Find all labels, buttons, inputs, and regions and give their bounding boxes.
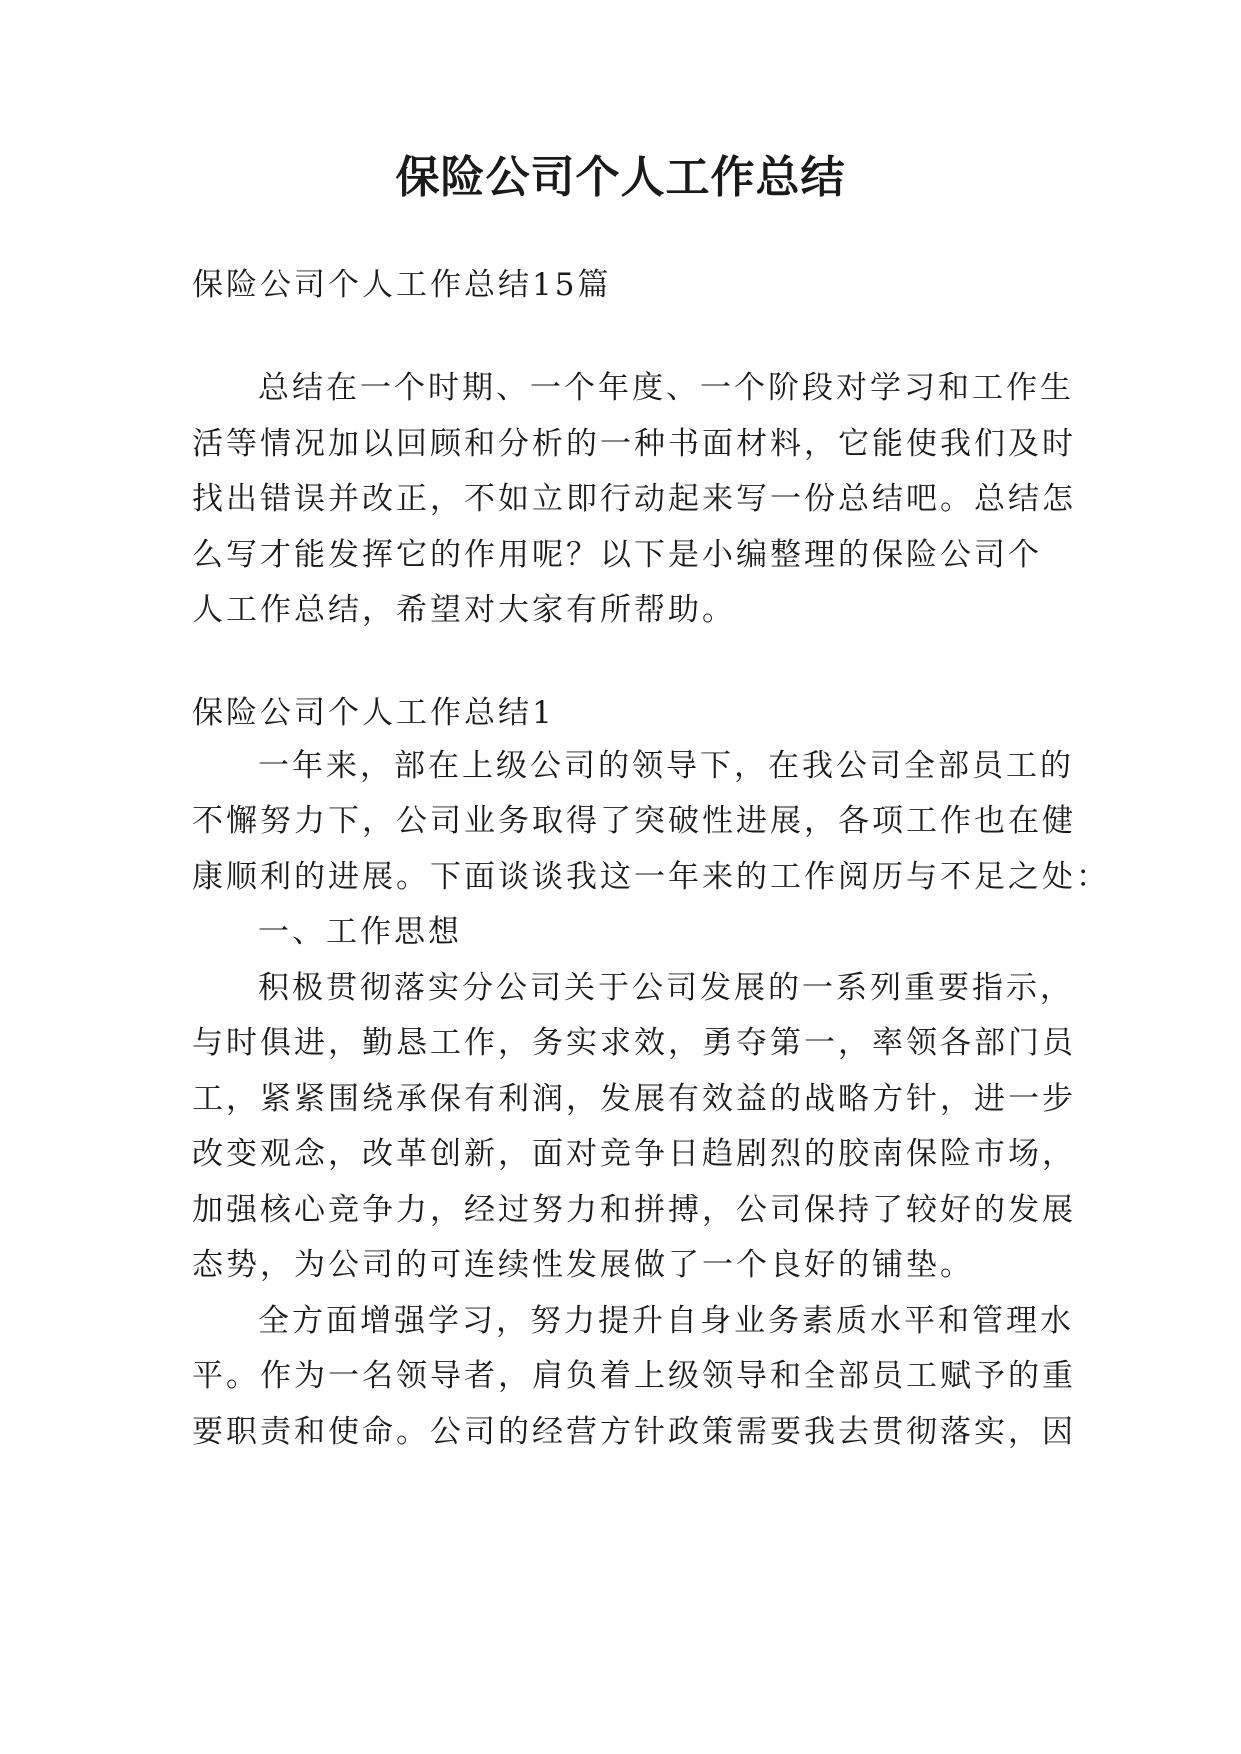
intro-line: 总结在一个时期、一个年度、一个阶段对学习和工作生 (258, 370, 1074, 406)
paragraph-line: 康顺利的进展。下面谈谈我这一年来的工作阅历与不足之处： (192, 859, 1110, 895)
section-heading: 保险公司个人工作总结1 (192, 695, 555, 731)
paragraph-line: 一年来，部在上级公司的领导下，在我公司全部员工的 (258, 748, 1074, 784)
paragraph-line: 全方面增强学习，努力提升自身业务素质水平和管理水 (258, 1303, 1074, 1339)
sub-heading: 一、工作思想 (258, 914, 462, 950)
paragraph-line: 平。作为一名领导者，肩负着上级领导和全部员工赋予的重 (192, 1358, 1076, 1394)
paragraph-line: 加强核心竞争力，经过努力和拼搏，公司保持了较好的发展 (192, 1192, 1076, 1228)
paragraph-line: 要职责和使命。公司的经营方针政策需要我去贯彻落实，因 (192, 1414, 1076, 1450)
intro-line: 么写才能发挥它的作用呢？以下是小编整理的保险公司个 (192, 537, 1042, 573)
paragraph-line: 与时俱进，勤恳工作，务实求效，勇夺第一，率领各部门员 (192, 1025, 1076, 1061)
document-title: 保险公司个人工作总结 (395, 152, 846, 203)
paragraph-line: 态势，为公司的可连续性发展做了一个良好的铺垫。 (192, 1247, 974, 1283)
paragraph-line: 积极贯彻落实分公司关于公司发展的一系列重要指示， (258, 970, 1074, 1006)
paragraph-line: 不懈努力下，公司业务取得了突破性进展，各项工作也在健 (192, 803, 1076, 839)
intro-line: 活等情况加以回顾和分析的一种书面材料，它能使我们及时 (192, 426, 1076, 462)
intro-line: 找出错误并改正，不如立即行动起来写一份总结吧。总结怎 (192, 481, 1076, 517)
document-subtitle: 保险公司个人工作总结15篇 (192, 267, 612, 303)
paragraph-line: 工，紧紧围绕承保有利润，发展有效益的战略方针，进一步 (192, 1081, 1076, 1117)
intro-line: 人工作总结，希望对大家有所帮助。 (192, 592, 736, 628)
paragraph-line: 改变观念，改革创新，面对竞争日趋剧烈的胶南保险市场， (192, 1136, 1076, 1172)
